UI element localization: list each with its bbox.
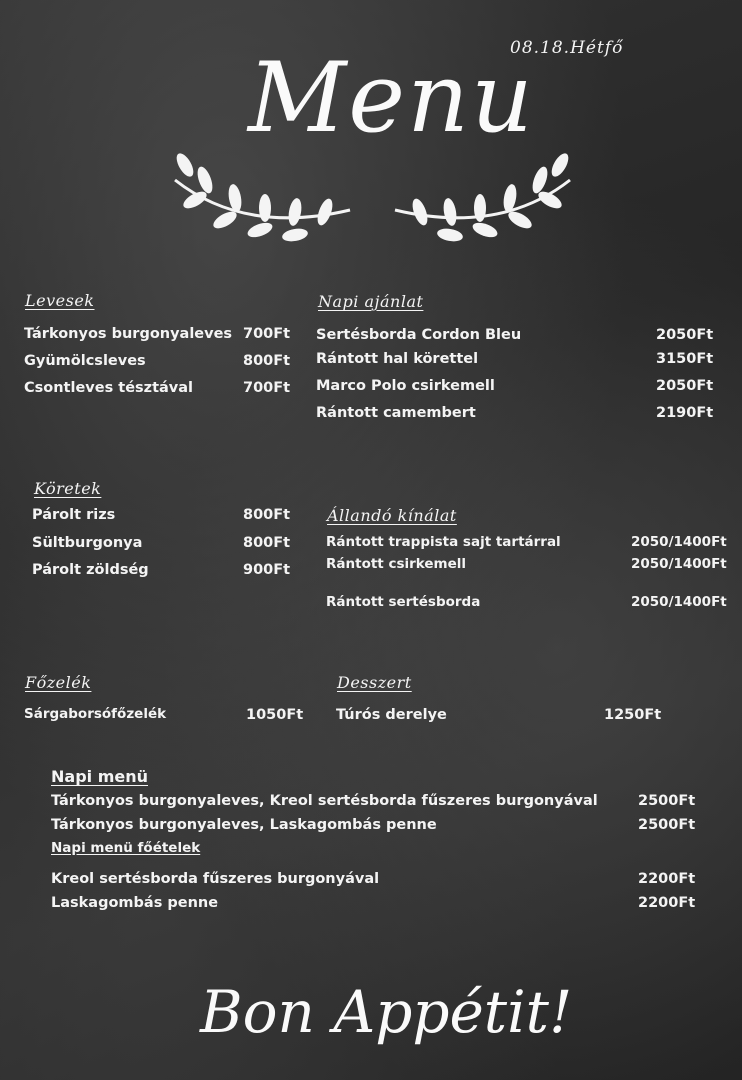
menu-item-name: Laskagombás penne — [51, 895, 219, 911]
menu-item-price: 800Ft — [243, 535, 291, 551]
menu-item-price: 2190Ft — [656, 405, 714, 421]
menu-item-price: 2050/1400Ft — [631, 594, 727, 610]
menu-item-name: Marco Polo csirkemell — [316, 378, 495, 394]
menu-item-name: Csontleves tésztával — [24, 380, 194, 396]
section-title-fozelek: Főzelék — [25, 673, 92, 692]
menu-item-price: 2200Ft — [638, 871, 696, 887]
menu-item-price: 2050/1400Ft — [631, 534, 727, 550]
menu-item-name: Rántott trappista sajt tartárral — [326, 534, 561, 550]
menu-item-price: 3150Ft — [656, 351, 714, 367]
menu-item-name: Rántott csirkemell — [326, 556, 467, 572]
menu-item-price: 700Ft — [243, 326, 291, 342]
menu-item-price: 1050Ft — [246, 707, 304, 723]
laurel-left-icon — [165, 140, 365, 250]
menu-item-price: 2050Ft — [656, 327, 714, 343]
menu-item-price: 900Ft — [243, 562, 291, 578]
menu-item-name: Párolt zöldség — [32, 562, 149, 578]
menu-title: Menu — [248, 42, 535, 154]
menu-item-name: Rántott hal körettel — [316, 351, 479, 367]
napi-menu-subtitle: Napi menü főételek — [51, 840, 201, 856]
menu-item-name: Rántott camembert — [316, 405, 476, 421]
laurel-right-icon — [380, 140, 580, 250]
menu-date: 08.18.Hétfő — [510, 38, 624, 58]
menu-item-name: Tárkonyos burgonyaleves — [24, 326, 233, 342]
menu-item-price: 2050Ft — [656, 378, 714, 394]
menu-item-price: 2200Ft — [638, 895, 696, 911]
menu-item-price: 800Ft — [243, 353, 291, 369]
section-title-napi-ajanlat: Napi ajánlat — [318, 292, 424, 311]
menu-item-price: 2050/1400Ft — [631, 556, 727, 572]
menu-item-price: 1250Ft — [604, 707, 662, 723]
menu-item-name: Rántott sertésborda — [326, 594, 481, 610]
menu-item-name: Túrós derelye — [336, 707, 447, 723]
footer-bon-appetit: Bon Appétit! — [200, 978, 573, 1046]
menu-item-name: Párolt rizs — [32, 507, 116, 523]
menu-item-price: 2500Ft — [638, 817, 696, 833]
menu-item-price: 700Ft — [243, 380, 291, 396]
section-title-napi-menu: Napi menü — [51, 767, 148, 786]
menu-item-name: Sertésborda Cordon Bleu — [316, 327, 522, 343]
menu-item-name: Kreol sertésborda fűszeres burgonyával — [51, 871, 380, 887]
section-title-desszert: Desszert — [337, 673, 412, 692]
section-title-allando-kinalat: Állandó kínálat — [327, 506, 457, 525]
menu-item-name: Sültburgonya — [32, 535, 143, 551]
menu-item-price: 800Ft — [243, 507, 291, 523]
section-title-koretek: Köretek — [34, 479, 102, 498]
menu-item-price: 2500Ft — [638, 793, 696, 809]
menu-item-name: Gyümölcsleves — [24, 353, 146, 369]
menu-item-name: Tárkonyos burgonyaleves, Laskagombás penne — [51, 817, 437, 833]
menu-item-name: Tárkonyos burgonyaleves, Kreol sertésborda fűszeres burgonyával — [51, 793, 598, 809]
section-title-levesek: Levesek — [25, 291, 95, 310]
menu-item-name: Sárgaborsófőzelék — [24, 706, 167, 722]
